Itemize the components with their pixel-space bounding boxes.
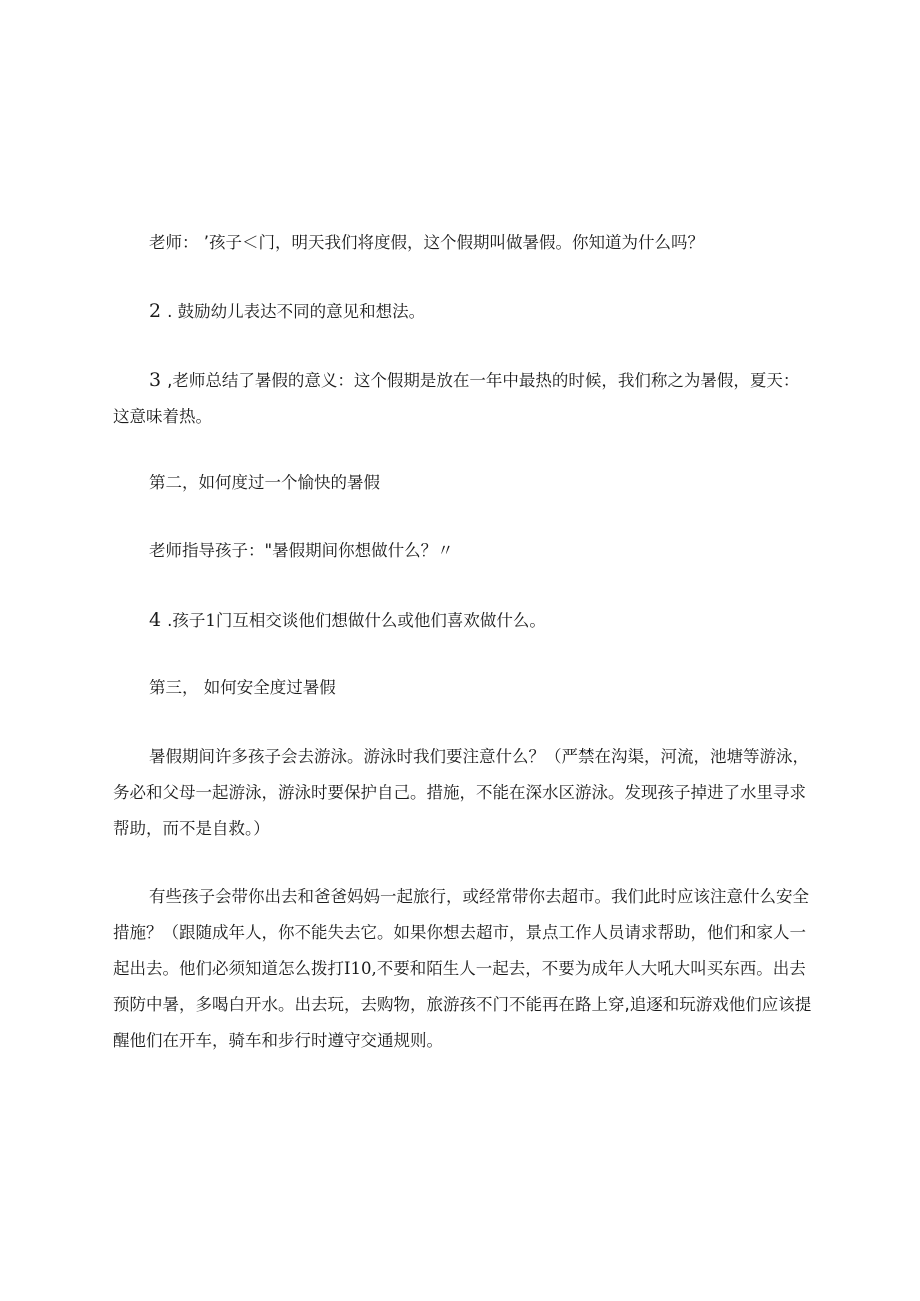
paragraph-swimming [113,739,813,847]
paragraph-text: 暑假期间许多孩子会去游泳。游泳时我们要注意什么？（严禁在沟渠，河流，池塘等游泳，务必和父母一起游泳，游泳时要保护自己。措施，不能在深水区游泳。发现孩子掉进了水里寻求帮助，而不是自救。） [113,747,809,838]
section-heading-second [113,465,813,501]
item-number: 2 [149,300,162,322]
paragraph-teacher-intro [113,225,813,261]
paragraph-item-3 [113,362,813,435]
section-heading-third [113,670,813,706]
paragraph-text: ,老师总结了暑假的意义：这个假期是放在一年中最热的时候，我们称之为暑假，夏天：这意味着热。 [113,371,800,426]
paragraph-text: 有些孩子会带你出去和爸爸妈妈一起旅行，或经常带你去超市。我们此时应该注意什么安全措施？（跟随成年人，你不能失去它。如果你想去超市，景点工作人员请求帮助，他们和家人一起出去。他们必须知道怎么拨打 [113,887,809,978]
item-number: 3 [149,369,162,391]
paragraph-text-tail: 门互相交谈他们想做什么或他们喜欢做什么。 [215,611,546,630]
paragraph-item-4 [113,602,813,639]
paragraph-text: 老师： ’孩子＜门，明天我们将度假，这个假期叫做暑假。你知道为什么吗？ [149,233,704,252]
paragraph-text-tail: 不要和陌生人一起去，不要为成年人大吼大叫买东西。出去预防中暑，多喝白开水。出去玩，去购物，旅游孩不门不能再在路上穿,追逐和玩游戏他们应该提醒他们在开车，骑车和步行时遵守交通规则。 [113,959,812,1050]
paragraph-item-2 [113,293,813,330]
paragraph-text: 老师指导孩子："暑假期间你想做什么？〃 [149,541,454,560]
item-number: 4 [149,609,162,631]
paragraph-travel-safety [113,879,813,1059]
inline-number: 1 [205,611,216,630]
paragraph-text: .孩子 [167,611,206,630]
paragraph-teacher-guide [113,533,813,569]
section-heading-text: 第三， 如何安全度过暑假 [149,678,336,697]
paragraph-text: . 鼓励幼儿表达不同的意见和想法。 [167,302,426,321]
inline-number: I10, [344,959,377,978]
section-heading-text: 第二，如何度过一个愉快的暑假 [149,473,380,492]
